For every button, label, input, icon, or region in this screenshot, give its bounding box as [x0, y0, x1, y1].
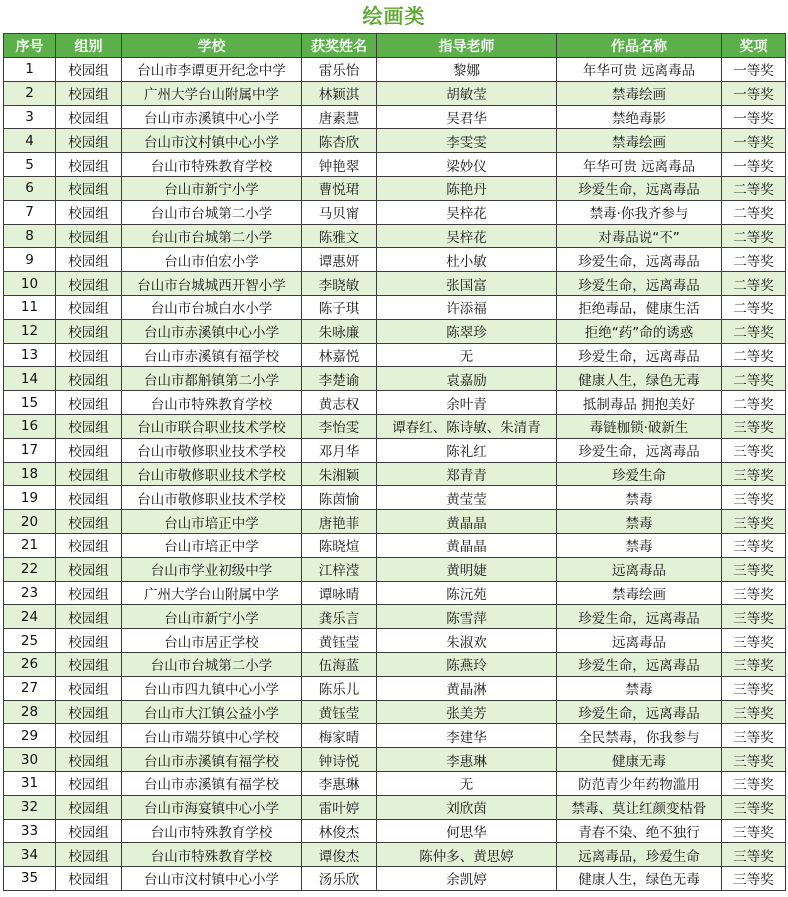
- row-index: 13: [4, 343, 56, 367]
- row-index: 28: [4, 700, 56, 724]
- row-award: 三等奖: [722, 581, 786, 605]
- row-work: 健康人生，绿色无毒: [557, 867, 722, 891]
- row-index: 33: [4, 819, 56, 843]
- awards-table: [3, 33, 786, 891]
- row-teacher: 张国富: [377, 272, 557, 296]
- row-group: 校园组: [56, 367, 122, 391]
- row-award: 三等奖: [722, 652, 786, 676]
- header-winner: 获奖姓名: [302, 34, 377, 58]
- row-award: 三等奖: [722, 748, 786, 772]
- row-winner: 梅家晴: [302, 724, 377, 748]
- row-winner: 林颖淇: [302, 81, 377, 105]
- row-winner: 曹悦珺: [302, 176, 377, 200]
- row-work: 禁绝毒影: [557, 105, 722, 129]
- row-work: 禁毒·你我齐参与: [557, 200, 722, 224]
- header-work: 作品名称: [557, 34, 722, 58]
- table-row: [4, 557, 786, 581]
- table-row: [4, 533, 786, 557]
- row-work: 远离毒品: [557, 557, 722, 581]
- row-work: 禁毒绘画: [557, 129, 722, 153]
- row-teacher: 李惠琳: [377, 748, 557, 772]
- table-row: [4, 867, 786, 891]
- row-winner: 朱咏廉: [302, 319, 377, 343]
- row-group: 校园组: [56, 200, 122, 224]
- row-winner: 伍海蓝: [302, 652, 377, 676]
- row-winner: 邓月华: [302, 438, 377, 462]
- header-award: 奖项: [722, 34, 786, 58]
- row-award: 二等奖: [722, 295, 786, 319]
- row-index: 29: [4, 724, 56, 748]
- row-index: 6: [4, 176, 56, 200]
- row-index: 19: [4, 486, 56, 510]
- table-row: [4, 629, 786, 653]
- row-index: 31: [4, 771, 56, 795]
- row-award: 三等奖: [722, 557, 786, 581]
- row-work: 珍爱生命，远离毒品: [557, 652, 722, 676]
- row-teacher: 朱淑欢: [377, 629, 557, 653]
- row-group: 校园组: [56, 105, 122, 129]
- row-school: 台山市培正中学: [122, 533, 302, 557]
- table-row: [4, 224, 786, 248]
- row-work: 毒链枷锁·破新生: [557, 414, 722, 438]
- row-winner: 唐素慧: [302, 105, 377, 129]
- row-award: 三等奖: [722, 605, 786, 629]
- row-winner: 林嘉悦: [302, 343, 377, 367]
- row-work: 禁毒、莫让红颜变枯骨: [557, 795, 722, 819]
- row-group: 校园组: [56, 224, 122, 248]
- row-award: 三等奖: [722, 843, 786, 867]
- row-award: 一等奖: [722, 153, 786, 177]
- row-work: 禁毒绘画: [557, 581, 722, 605]
- row-teacher: 杜小敏: [377, 248, 557, 272]
- page-title: 绘画类: [0, 0, 788, 33]
- row-school: 台山市大江镇公益小学: [122, 700, 302, 724]
- row-school: 台山市台城白水小学: [122, 295, 302, 319]
- row-school: 台山市特殊教育学校: [122, 819, 302, 843]
- row-teacher: 李建华: [377, 724, 557, 748]
- row-work: 珍爱生命，远离毒品: [557, 438, 722, 462]
- row-school: 台山市李谭更开纪念中学: [122, 58, 302, 82]
- row-index: 20: [4, 510, 56, 534]
- row-teacher: 余凯婷: [377, 867, 557, 891]
- table-row: [4, 843, 786, 867]
- row-index: 16: [4, 414, 56, 438]
- row-winner: 朱湘颖: [302, 462, 377, 486]
- row-group: 校园组: [56, 771, 122, 795]
- row-index: 35: [4, 867, 56, 891]
- row-teacher: 何思华: [377, 819, 557, 843]
- table-row: [4, 510, 786, 534]
- row-school: 台山市都斛镇第二小学: [122, 367, 302, 391]
- row-winner: 雷叶婷: [302, 795, 377, 819]
- table-row: [4, 438, 786, 462]
- row-teacher: 陈仲多、黄思婷: [377, 843, 557, 867]
- row-award: 三等奖: [722, 771, 786, 795]
- table-row: [4, 676, 786, 700]
- row-winner: 谭咏晴: [302, 581, 377, 605]
- row-award: 三等奖: [722, 795, 786, 819]
- table-row: [4, 771, 786, 795]
- row-work: 珍爱生命: [557, 462, 722, 486]
- row-index: 9: [4, 248, 56, 272]
- row-award: 三等奖: [722, 414, 786, 438]
- row-winner: 雷乐怡: [302, 58, 377, 82]
- table-row: [4, 486, 786, 510]
- row-group: 校园组: [56, 795, 122, 819]
- row-index: 32: [4, 795, 56, 819]
- row-winner: 李楚谕: [302, 367, 377, 391]
- row-group: 校园组: [56, 319, 122, 343]
- row-index: 26: [4, 652, 56, 676]
- row-award: 三等奖: [722, 438, 786, 462]
- row-award: 一等奖: [722, 58, 786, 82]
- row-award: 三等奖: [722, 462, 786, 486]
- row-group: 校园组: [56, 819, 122, 843]
- row-group: 校园组: [56, 557, 122, 581]
- row-award: 二等奖: [722, 343, 786, 367]
- row-teacher: 陈雪萍: [377, 605, 557, 629]
- row-award: 三等奖: [722, 724, 786, 748]
- row-school: 台山市敬修职业技术学校: [122, 462, 302, 486]
- row-award: 二等奖: [722, 272, 786, 296]
- row-index: 7: [4, 200, 56, 224]
- row-teacher: 余叶青: [377, 391, 557, 415]
- row-winner: 李晓敏: [302, 272, 377, 296]
- row-teacher: 黄晶晶: [377, 533, 557, 557]
- table-row: [4, 319, 786, 343]
- row-work: 全民禁毒，你我参与: [557, 724, 722, 748]
- row-index: 1: [4, 58, 56, 82]
- row-school: 台山市赤溪镇中心小学: [122, 105, 302, 129]
- row-teacher: 刘欣茵: [377, 795, 557, 819]
- row-award: 二等奖: [722, 367, 786, 391]
- row-work: 禁毒绘画: [557, 81, 722, 105]
- row-teacher: 陈翠珍: [377, 319, 557, 343]
- row-index: 12: [4, 319, 56, 343]
- row-group: 校园组: [56, 867, 122, 891]
- row-teacher: 陈艳丹: [377, 176, 557, 200]
- row-work: 珍爱生命，远离毒品: [557, 343, 722, 367]
- row-teacher: 无: [377, 343, 557, 367]
- row-index: 15: [4, 391, 56, 415]
- row-group: 校园组: [56, 533, 122, 557]
- row-index: 18: [4, 462, 56, 486]
- table-row: [4, 129, 786, 153]
- row-index: 5: [4, 153, 56, 177]
- row-teacher: 黄晶晶: [377, 510, 557, 534]
- row-teacher: 郑青青: [377, 462, 557, 486]
- row-index: 34: [4, 843, 56, 867]
- row-school: 台山市赤溪镇中心小学: [122, 319, 302, 343]
- row-winner: 黄志权: [302, 391, 377, 415]
- row-group: 校园组: [56, 248, 122, 272]
- header-group: 组别: [56, 34, 122, 58]
- row-index: 8: [4, 224, 56, 248]
- row-group: 校园组: [56, 510, 122, 534]
- row-teacher: 陈礼红: [377, 438, 557, 462]
- row-award: 一等奖: [722, 81, 786, 105]
- row-school: 台山市汶村镇中心小学: [122, 867, 302, 891]
- row-work: 青春不染、绝不独行: [557, 819, 722, 843]
- row-work: 禁毒: [557, 533, 722, 557]
- row-index: 4: [4, 129, 56, 153]
- table-row: [4, 272, 786, 296]
- row-group: 校园组: [56, 272, 122, 296]
- row-school: 台山市赤溪镇有福学校: [122, 771, 302, 795]
- row-school: 台山市赤溪镇有福学校: [122, 748, 302, 772]
- table-row: [4, 58, 786, 82]
- table-row: [4, 414, 786, 438]
- row-work: 年华可贵 远离毒品: [557, 153, 722, 177]
- table-row: [4, 581, 786, 605]
- row-winner: 林俊杰: [302, 819, 377, 843]
- row-award: 二等奖: [722, 224, 786, 248]
- row-teacher: 无: [377, 771, 557, 795]
- row-work: 年华可贵 远离毒品: [557, 58, 722, 82]
- table-row: [4, 153, 786, 177]
- row-work: 珍爱生命，远离毒品: [557, 700, 722, 724]
- table-body: [4, 58, 786, 891]
- row-school: 台山市居正学校: [122, 629, 302, 653]
- row-work: 健康人生，绿色无毒: [557, 367, 722, 391]
- row-group: 校园组: [56, 462, 122, 486]
- row-award: 一等奖: [722, 105, 786, 129]
- row-group: 校园组: [56, 629, 122, 653]
- row-school: 台山市汶村镇中心小学: [122, 129, 302, 153]
- row-teacher: 梁妙仪: [377, 153, 557, 177]
- row-teacher: 黄明婕: [377, 557, 557, 581]
- row-school: 广州大学台山附属中学: [122, 81, 302, 105]
- row-work: 远离毒品，珍爱生命: [557, 843, 722, 867]
- row-award: 三等奖: [722, 510, 786, 534]
- table-row: [4, 748, 786, 772]
- row-school: 台山市特殊教育学校: [122, 843, 302, 867]
- row-work: 禁毒: [557, 510, 722, 534]
- row-work: 防范青少年药物滥用: [557, 771, 722, 795]
- row-winner: 钟艳翠: [302, 153, 377, 177]
- row-group: 校园组: [56, 605, 122, 629]
- row-work: 对毒品说“不”: [557, 224, 722, 248]
- row-group: 校园组: [56, 486, 122, 510]
- row-winner: 马贝甯: [302, 200, 377, 224]
- row-group: 校园组: [56, 700, 122, 724]
- table-row: [4, 248, 786, 272]
- row-index: 25: [4, 629, 56, 653]
- row-index: 2: [4, 81, 56, 105]
- row-winner: 龚乐言: [302, 605, 377, 629]
- row-teacher: 吴梓花: [377, 200, 557, 224]
- row-group: 校园组: [56, 295, 122, 319]
- row-teacher: 袁嘉励: [377, 367, 557, 391]
- row-award: 二等奖: [722, 391, 786, 415]
- row-index: 10: [4, 272, 56, 296]
- row-index: 24: [4, 605, 56, 629]
- row-group: 校园组: [56, 843, 122, 867]
- table-row: [4, 700, 786, 724]
- row-award: 三等奖: [722, 533, 786, 557]
- row-school: 台山市台城城西开智小学: [122, 272, 302, 296]
- row-teacher: 黄晶淋: [377, 676, 557, 700]
- row-school: 台山市台城第二小学: [122, 200, 302, 224]
- header-row: [4, 34, 786, 58]
- row-school: 台山市海宴镇中心小学: [122, 795, 302, 819]
- row-teacher: 黎娜: [377, 58, 557, 82]
- row-school: 台山市新宁小学: [122, 176, 302, 200]
- row-winner: 唐艳菲: [302, 510, 377, 534]
- row-teacher: 吴君华: [377, 105, 557, 129]
- row-work: 珍爱生命，远离毒品: [557, 176, 722, 200]
- row-group: 校园组: [56, 438, 122, 462]
- row-group: 校园组: [56, 414, 122, 438]
- row-school: 台山市敬修职业技术学校: [122, 438, 302, 462]
- table-row: [4, 795, 786, 819]
- row-group: 校园组: [56, 129, 122, 153]
- table-row: [4, 462, 786, 486]
- row-award: 一等奖: [722, 129, 786, 153]
- header-teacher: 指导老师: [377, 34, 557, 58]
- row-group: 校园组: [56, 652, 122, 676]
- table-row: [4, 200, 786, 224]
- row-school: 台山市特殊教育学校: [122, 153, 302, 177]
- row-teacher: 陈燕玲: [377, 652, 557, 676]
- row-group: 校园组: [56, 748, 122, 772]
- row-teacher: 吴梓花: [377, 224, 557, 248]
- row-group: 校园组: [56, 81, 122, 105]
- row-teacher: 黄莹莹: [377, 486, 557, 510]
- row-school: 台山市伯宏小学: [122, 248, 302, 272]
- row-work: 拒绝毒品，健康生活: [557, 295, 722, 319]
- table-row: [4, 367, 786, 391]
- row-school: 台山市学业初级中学: [122, 557, 302, 581]
- row-award: 二等奖: [722, 319, 786, 343]
- row-winner: 陈子琪: [302, 295, 377, 319]
- row-winner: 陈雅文: [302, 224, 377, 248]
- row-school: 台山市敬修职业技术学校: [122, 486, 302, 510]
- row-award: 三等奖: [722, 700, 786, 724]
- header-school: 学校: [122, 34, 302, 58]
- row-award: 二等奖: [722, 200, 786, 224]
- row-winner: 陈茵愉: [302, 486, 377, 510]
- row-winner: 李惠琳: [302, 771, 377, 795]
- row-school: 台山市四九镇中心小学: [122, 676, 302, 700]
- row-teacher: 胡敏莹: [377, 81, 557, 105]
- row-index: 3: [4, 105, 56, 129]
- row-group: 校园组: [56, 153, 122, 177]
- row-winner: 黄钰莹: [302, 629, 377, 653]
- table-row: [4, 391, 786, 415]
- row-group: 校园组: [56, 581, 122, 605]
- row-work: 禁毒: [557, 486, 722, 510]
- row-work: 抵制毒品 拥抱美好: [557, 391, 722, 415]
- row-group: 校园组: [56, 176, 122, 200]
- row-school: 台山市联合职业技术学校: [122, 414, 302, 438]
- row-index: 22: [4, 557, 56, 581]
- row-winner: 江梓滢: [302, 557, 377, 581]
- row-school: 台山市端芬镇中心学校: [122, 724, 302, 748]
- row-winner: 李怡雯: [302, 414, 377, 438]
- header-index: 序号: [4, 34, 56, 58]
- row-index: 21: [4, 533, 56, 557]
- row-school: 台山市台城第二小学: [122, 224, 302, 248]
- row-winner: 陈晓煊: [302, 533, 377, 557]
- row-winner: 谭俊杰: [302, 843, 377, 867]
- row-school: 台山市赤溪镇有福学校: [122, 343, 302, 367]
- row-index: 17: [4, 438, 56, 462]
- row-teacher: 张美芳: [377, 700, 557, 724]
- row-work: 拒绝“药”命的诱惑: [557, 319, 722, 343]
- row-work: 健康无毒: [557, 748, 722, 772]
- row-winner: 陈乐儿: [302, 676, 377, 700]
- row-index: 11: [4, 295, 56, 319]
- row-winner: 黄钰莹: [302, 700, 377, 724]
- table-row: [4, 105, 786, 129]
- row-work: 禁毒: [557, 676, 722, 700]
- row-teacher: 许添福: [377, 295, 557, 319]
- row-winner: 钟诗悦: [302, 748, 377, 772]
- row-index: 27: [4, 676, 56, 700]
- table-row: [4, 343, 786, 367]
- row-award: 三等奖: [722, 676, 786, 700]
- row-school: 台山市特殊教育学校: [122, 391, 302, 415]
- row-group: 校园组: [56, 724, 122, 748]
- row-award: 三等奖: [722, 819, 786, 843]
- row-school: 台山市台城第二小学: [122, 652, 302, 676]
- table-row: [4, 724, 786, 748]
- row-award: 二等奖: [722, 176, 786, 200]
- table-row: [4, 605, 786, 629]
- table-row: [4, 81, 786, 105]
- row-school: 台山市新宁小学: [122, 605, 302, 629]
- table-row: [4, 295, 786, 319]
- row-winner: 谭惠妍: [302, 248, 377, 272]
- row-winner: 汤乐欣: [302, 867, 377, 891]
- row-group: 校园组: [56, 676, 122, 700]
- row-school: 台山市培正中学: [122, 510, 302, 534]
- row-group: 校园组: [56, 58, 122, 82]
- row-group: 校园组: [56, 343, 122, 367]
- row-award: 三等奖: [722, 867, 786, 891]
- row-teacher: 陈沅苑: [377, 581, 557, 605]
- row-work: 珍爱生命，远离毒品: [557, 248, 722, 272]
- row-group: 校园组: [56, 391, 122, 415]
- table-row: [4, 176, 786, 200]
- row-award: 三等奖: [722, 629, 786, 653]
- row-school: 广州大学台山附属中学: [122, 581, 302, 605]
- row-index: 14: [4, 367, 56, 391]
- row-index: 23: [4, 581, 56, 605]
- row-index: 30: [4, 748, 56, 772]
- row-work: 远离毒品: [557, 629, 722, 653]
- row-award: 三等奖: [722, 486, 786, 510]
- row-teacher: 谭春红、陈诗敏、朱清青: [377, 414, 557, 438]
- row-work: 珍爱生命，远离毒品: [557, 605, 722, 629]
- table-row: [4, 652, 786, 676]
- row-winner: 陈杏欣: [302, 129, 377, 153]
- row-teacher: 李雯雯: [377, 129, 557, 153]
- table-row: [4, 819, 786, 843]
- row-work: 珍爱生命，远离毒品: [557, 272, 722, 296]
- row-award: 二等奖: [722, 248, 786, 272]
